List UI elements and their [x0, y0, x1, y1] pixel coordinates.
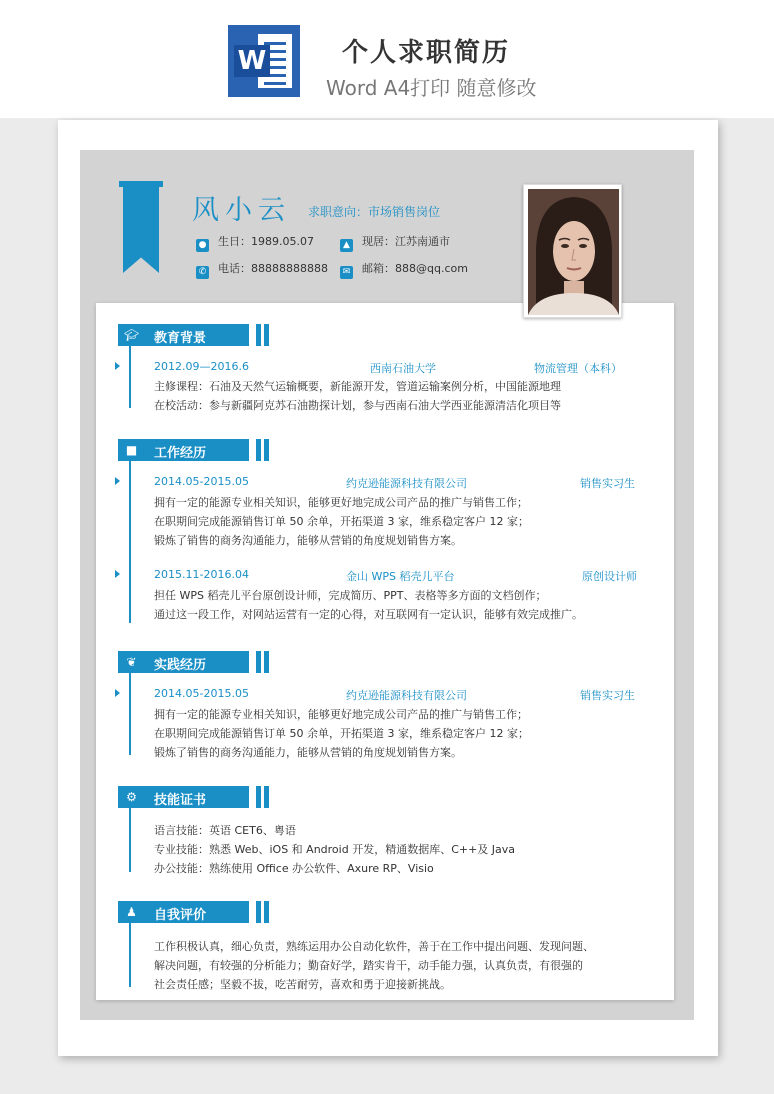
home-icon: ▲ — [340, 239, 353, 252]
work-line: 在职期间完成能源销售订单 50 余单，开拓渠道 3 家，维系稳定客户 12 家； — [154, 515, 529, 528]
briefcase-icon: ■ — [125, 443, 138, 457]
work-org: 金山 WPS 稻壳儿平台 — [346, 570, 455, 583]
skills-line: 办公技能：熟练使用 Office 办公软件、Axure RP、Visio — [154, 862, 434, 875]
work-org: 约克逊能源科技有限公司 — [346, 477, 467, 490]
practice-header — [118, 651, 272, 673]
gear-icon: ⚙ — [126, 790, 137, 804]
profile-photo — [523, 184, 622, 318]
work-line: 担任 WPS 稻壳儿平台原创设计师，完成简历、PPT、表格等多方面的文档创作； — [154, 589, 547, 602]
skills-line: 语言技能：英语 CET6、粤语 — [154, 824, 296, 837]
banner-title: 个人求职简历 — [342, 38, 511, 68]
phone-info — [196, 260, 328, 279]
phone-icon: ✆ — [196, 266, 209, 279]
education-timeline — [129, 346, 131, 408]
work-role: 原创设计师 — [582, 570, 637, 583]
work-timeline — [129, 461, 131, 623]
practice-timeline — [129, 673, 131, 755]
banner — [0, 0, 774, 118]
work-line: 锻炼了销售的商务沟通能力，能够从营销的角度规划销售方案。 — [154, 534, 462, 547]
education-title: 教育背景 — [154, 331, 207, 346]
residence-text: 现居：江苏南通市 — [362, 235, 450, 248]
work-header — [118, 439, 272, 461]
mail-icon: ✉ — [340, 266, 353, 279]
job-intent: 求职意向：市场销售岗位 — [308, 205, 441, 219]
users-icon: ♟ — [126, 905, 137, 919]
email-text: 邮箱：888@qq.com — [362, 262, 468, 275]
work-role: 销售实习生 — [580, 477, 635, 490]
residence-info — [340, 233, 450, 252]
work-title: 工作经历 — [154, 446, 207, 461]
word-logo-icon — [228, 25, 300, 97]
candidate-name: 风小云 — [192, 195, 291, 226]
practice-date: 2014.05-2015.05 — [154, 687, 249, 700]
leaf-icon: ❦ — [126, 655, 137, 669]
skills-timeline — [129, 808, 131, 872]
education-school: 西南石油大学 — [370, 362, 436, 375]
self-line: 社会责任感；坚毅不拔，吃苦耐劳，喜欢和勇于迎接新挑战。 — [154, 978, 451, 991]
education-date: 2012.09—2016.6 — [154, 360, 249, 373]
work-line: 拥有一定的能源专业相关知识，能够更好地完成公司产品的推广与销售工作； — [154, 496, 528, 509]
self-timeline — [129, 923, 131, 987]
self-line: 工作积极认真，细心负责，熟练运用办公自动化软件，善于在工作中提出问题、发现问题、 — [154, 940, 594, 953]
word-logo-letter: W — [234, 45, 270, 77]
bookmark-ribbon-icon — [119, 181, 163, 273]
timeline-arrow-icon — [115, 362, 120, 370]
person-icon: ● — [196, 239, 209, 252]
practice-role: 销售实习生 — [580, 689, 635, 702]
skills-header — [118, 786, 272, 808]
email-info — [340, 260, 468, 279]
education-major: 物流管理（本科） — [534, 362, 622, 375]
work-date: 2014.05-2015.05 — [154, 475, 249, 488]
education-line: 在校活动：参与新疆阿克苏石油勘探计划，参与西南石油大学西亚能源清洁化项目等 — [154, 399, 561, 412]
self-header — [118, 901, 272, 923]
work-date: 2015.11-2016.04 — [154, 568, 249, 581]
practice-line: 拥有一定的能源专业相关知识，能够更好地完成公司产品的推广与销售工作； — [154, 708, 528, 721]
practice-line: 锻炼了销售的商务沟通能力，能够从营销的角度规划销售方案。 — [154, 746, 462, 759]
portrait-image — [528, 189, 619, 315]
graduation-cap-icon: 🎓︎ — [124, 328, 140, 342]
timeline-arrow-icon — [115, 477, 120, 485]
skills-line: 专业技能：熟悉 Web、iOS 和 Android 开发，精通数据库、C++及 Java — [154, 843, 516, 856]
phone-text: 电话：88888888888 — [218, 262, 328, 275]
birth-text: 生日：1989.05.07 — [218, 235, 314, 248]
practice-org: 约克逊能源科技有限公司 — [346, 689, 467, 702]
self-line: 解决问题，有较强的分析能力；勤奋好学，踏实肯干，动手能力强，认真负责，有很强的 — [154, 959, 583, 972]
practice-line: 在职期间完成能源销售订单 50 余单，开拓渠道 3 家，维系稳定客户 12 家； — [154, 727, 529, 740]
practice-title: 实践经历 — [154, 658, 207, 673]
skills-title: 技能证书 — [154, 793, 207, 808]
education-header — [118, 324, 272, 346]
self-title: 自我评价 — [154, 908, 207, 923]
work-line: 通过这一段工作，对网站运营有一定的心得，对互联网有一定认识，能够有效完成推广。 — [154, 608, 583, 621]
timeline-arrow-icon — [115, 570, 120, 578]
education-line: 主修课程：石油及天然气运输概要，新能源开发，管道运输案例分析，中国能源地理 — [154, 380, 561, 393]
banner-subtitle: Word A4打印 随意修改 — [326, 76, 537, 100]
birth-info — [196, 233, 314, 252]
timeline-arrow-icon — [115, 689, 120, 697]
